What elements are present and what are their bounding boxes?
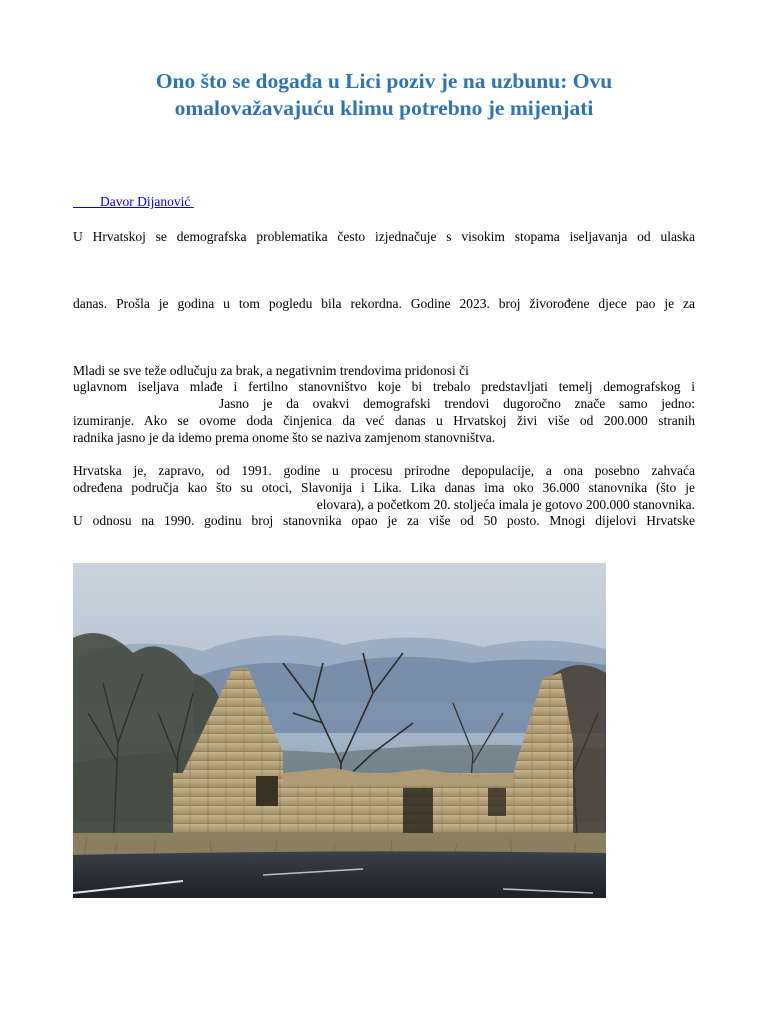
- paragraph-line: danas. Prošla je godina u tom pogledu bila rekordna. Godine 2023. broj živorođene djece pao je za: [73, 296, 695, 311]
- article-title: Ono što se događa u Lici poziv je na uzbunu: Ovu omalovažavajuću klimu potrebno je mijenjati: [155, 69, 613, 120]
- paragraph-line: U Hrvatskoj se demografska problematika često izjednačuje s visokim stopama iseljavanja od ulaska: [73, 229, 695, 244]
- paragraph-line: U odnosu na 1990. godinu broj stanovnika opao je za više od 50 posto. Mnogi dijelovi Hrvatske: [73, 513, 695, 528]
- author-link[interactable]: [73, 193, 194, 210]
- paragraph-line: Hrvatska je, zapravo, od 1991. godine u procesu prirodne depopulacije, a ona posebno zahvaća: [73, 463, 695, 478]
- paragraph-line: uglavnom iseljava mlađe i fertilno stanovništvo koje bi trebalo predstavljati temelj demografskog i: [73, 379, 695, 394]
- author-name[interactable]: Davor Dijanović: [100, 194, 191, 209]
- paragraph-line: određena područja kao što su otoci, Slavonija i Lika. Lika danas ima oko 36.000 stanovnika (što je: [73, 480, 695, 495]
- paragraph-line: Mladi se sve teže odlučuju za brak, a negativnim trendovima pridonosi či: [73, 363, 469, 378]
- paragraph-line: elovara), a početkom 20. stoljeća imala je gotovo 200.000 stanovnika.: [316, 497, 695, 512]
- paragraph-line: Jasno je da ovakvi demografski trendovi dugoročno znače samo jedno:: [219, 396, 695, 411]
- ruined-stone-house-photo: [73, 563, 606, 898]
- paragraph-line: radnika jasno je da idemo prema onome što se naziva zamjenom stanovništva.: [73, 430, 496, 445]
- paragraph-line: izumiranje. Ako se ovome doda činjenica da već danas u Hrvatskoj živi više od 200.000 stranih: [73, 413, 695, 428]
